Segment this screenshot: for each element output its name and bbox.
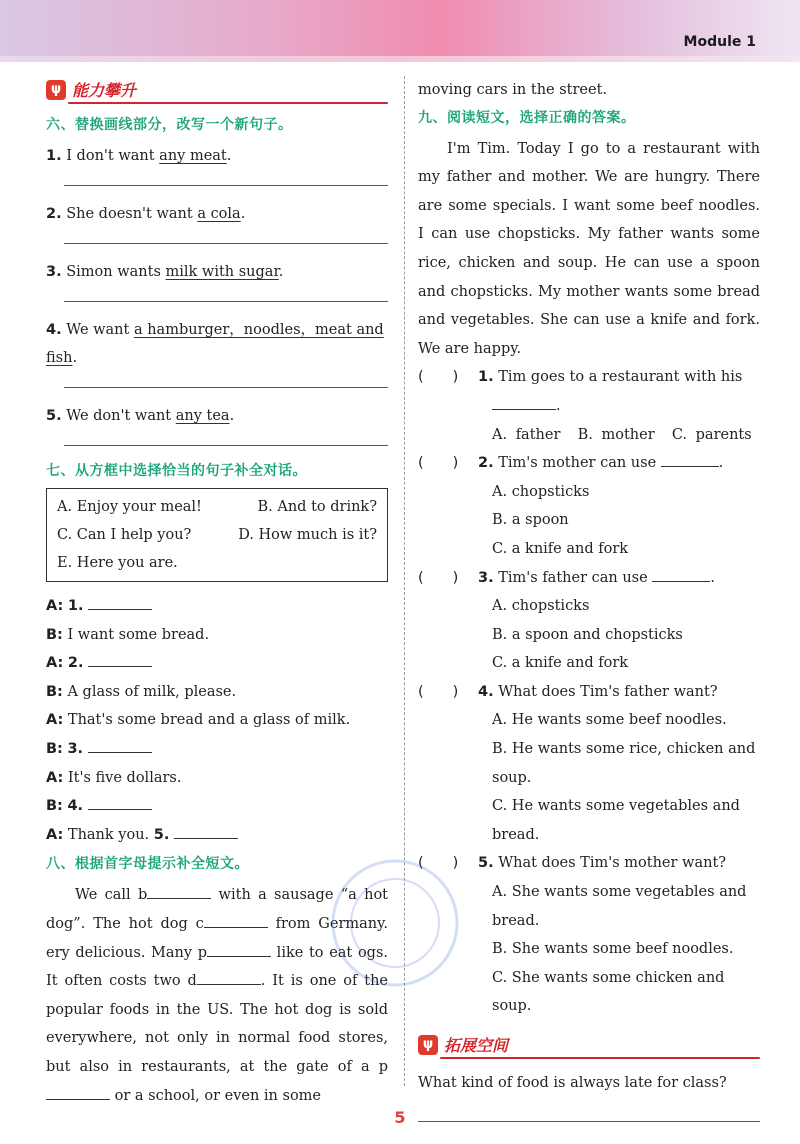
banner-badge-icon: ψ bbox=[46, 80, 66, 100]
option: A. father bbox=[492, 426, 561, 443]
section-banner-ability bbox=[46, 76, 388, 106]
dialogue-line: A: That's some bread and a glass of milk. bbox=[46, 712, 351, 729]
option-c: C. Can I help you? bbox=[57, 527, 192, 543]
dialogue-line: A: It's five dollars. bbox=[46, 769, 182, 786]
blank-9-2 bbox=[661, 452, 719, 467]
option: C. He wants some vegetables and bread. bbox=[492, 798, 740, 843]
blank-8-1[interactable] bbox=[147, 884, 211, 899]
answer-line-6-3[interactable] bbox=[64, 300, 388, 302]
blank-9-1 bbox=[492, 395, 556, 410]
section-8-title: 八、根据首字母提示补全短文。 bbox=[46, 856, 249, 873]
blank-8-2[interactable] bbox=[204, 913, 268, 928]
module-label: Module 1 bbox=[683, 34, 756, 50]
option: C. parents bbox=[671, 426, 752, 443]
section-9-title: 九、阅读短文，选择正确的答案。 bbox=[418, 109, 636, 126]
right-column bbox=[418, 76, 760, 1136]
answer-paren[interactable]: ( ) bbox=[418, 683, 459, 700]
question-6-5: 5. We don't want any tea. bbox=[46, 408, 235, 424]
answer-paren[interactable]: ( ) bbox=[418, 569, 459, 586]
blank-7-5[interactable] bbox=[174, 824, 238, 839]
banner-title: 拓展空间 bbox=[444, 1036, 509, 1055]
blank-7-2[interactable] bbox=[88, 652, 152, 667]
option: C. a knife and fork bbox=[492, 540, 629, 557]
answer-paren[interactable]: ( ) bbox=[418, 455, 459, 472]
answer-line-6-1[interactable] bbox=[64, 184, 388, 186]
blank-7-4[interactable] bbox=[88, 795, 152, 810]
question-6-2: 2. She doesn't want a cola. bbox=[46, 206, 246, 222]
answer-paren[interactable]: ( ) bbox=[418, 855, 459, 872]
banner-underline bbox=[68, 102, 388, 104]
page-header bbox=[0, 0, 800, 62]
answer-line-6-5[interactable] bbox=[64, 444, 388, 446]
option: A. She wants some vegetables and bread. bbox=[492, 884, 747, 929]
left-column bbox=[46, 76, 388, 1110]
passage-continuation: moving cars in the street. bbox=[418, 82, 608, 98]
option: A. chopsticks bbox=[492, 598, 590, 615]
riddle-question: What kind of food is always late for class? bbox=[418, 1075, 727, 1091]
option: B. a spoon and chopsticks bbox=[492, 626, 683, 643]
cloze-passage: We call b with a sausage “a hot dog”. The hot dog c from Germany. ery delicious. Many p like to eat ogs. It often costs two d . It is one of the popular foods in the US. The hot dog is sold everywhere, not only in normal food stores, but also in restaurants, at the gate of a p or a school, or even in some bbox=[46, 881, 388, 1110]
question-6-4: 4. We want a hamburger，noodles，meat and fish. bbox=[46, 322, 384, 366]
banner-badge-icon: ψ bbox=[418, 1035, 438, 1055]
answer-paren[interactable]: ( ) bbox=[418, 369, 459, 386]
blank-9-3 bbox=[652, 567, 710, 582]
section-6-title: 六、替换画线部分，改写一个新句子。 bbox=[46, 117, 293, 133]
dialogue-line: B: 3. bbox=[46, 735, 388, 764]
option-a: A. Enjoy your meal! bbox=[57, 499, 202, 515]
blank-7-3[interactable] bbox=[88, 738, 152, 753]
page-number: 5 bbox=[394, 1108, 406, 1127]
banner-underline bbox=[440, 1057, 760, 1059]
section-7-title: 七、从方框中选择恰当的句子补全对话。 bbox=[46, 463, 307, 479]
question-6-3: 3. Simon wants milk with sugar. bbox=[46, 264, 284, 280]
blank-8-3[interactable] bbox=[207, 942, 271, 957]
dialogue-line: B: 4. bbox=[46, 792, 388, 821]
option-d: D. How much is it? bbox=[238, 527, 377, 543]
answer-line-6-4[interactable] bbox=[64, 386, 388, 388]
option: C. She wants some chicken and soup. bbox=[492, 969, 725, 1015]
option: B. She wants some beef noodles. bbox=[492, 941, 734, 958]
reading-passage: I'm Tim. Today I go to a restaurant with my father and mother. We are hungry. There are some specials. I want some beef noodles. I can use chopsticks. My father wants some rice, chicken and soup. He can use a spoon and chopsticks. My mother wants some bread and vegetables. She can use a knife and fork. We are happy. bbox=[418, 140, 760, 357]
mc-question-1: ( ) 1. Tim goes to a restaurant with his . A. father B. mother C. parents bbox=[418, 363, 760, 449]
section-banner-extension bbox=[418, 1031, 760, 1061]
dialogue-line: B: I want some bread. bbox=[46, 626, 210, 643]
option: C. a knife and fork bbox=[492, 655, 629, 672]
mc-question-2: ( ) 2. Tim's mother can use . A. chopsticks B. a spoon C. a knife and fork bbox=[418, 449, 760, 563]
banner-title: 能力攀升 bbox=[72, 81, 137, 100]
dialogue-line: A: Thank you. 5. bbox=[46, 821, 388, 850]
option: A. chopsticks bbox=[492, 483, 590, 500]
blank-8-5[interactable] bbox=[46, 1085, 110, 1100]
mc-question-3: ( ) 3. Tim's father can use . A. chopsticks B. a spoon and chopsticks C. a knife and fork bbox=[418, 564, 760, 678]
blank-7-1[interactable] bbox=[88, 595, 152, 610]
option-e: E. Here you are. bbox=[57, 555, 178, 571]
option: B. mother bbox=[577, 426, 655, 443]
blank-8-4[interactable] bbox=[197, 970, 261, 985]
column-divider bbox=[404, 76, 405, 1086]
dialogue-line: A: 2. bbox=[46, 649, 388, 678]
mc-question-4: ( ) 4. What does Tim's father want? A. He wants some beef noodles. B. He wants some rice, chicken and soup. C. He wants some vegetables and bread. bbox=[418, 678, 760, 850]
mc-question-5: ( ) 5. What does Tim's mother want? A. She wants some vegetables and bread. B. She wants some beef noodles. C. She wants some chicken and soup. bbox=[418, 849, 760, 1021]
dialogue-line: B: A glass of milk, please. bbox=[46, 683, 237, 700]
option: A. He wants some beef noodles. bbox=[492, 712, 727, 729]
question-6-1: 1. I don't want any meat. bbox=[46, 148, 232, 164]
options-box bbox=[46, 488, 388, 582]
option-b: B. And to drink? bbox=[257, 499, 377, 515]
answer-line-6-2[interactable] bbox=[64, 242, 388, 244]
dialogue-line: A: 1. bbox=[46, 592, 388, 621]
option: B. a spoon bbox=[492, 512, 569, 529]
option: B. He wants some rice, chicken and soup. bbox=[492, 741, 756, 786]
dialogue bbox=[46, 592, 388, 849]
